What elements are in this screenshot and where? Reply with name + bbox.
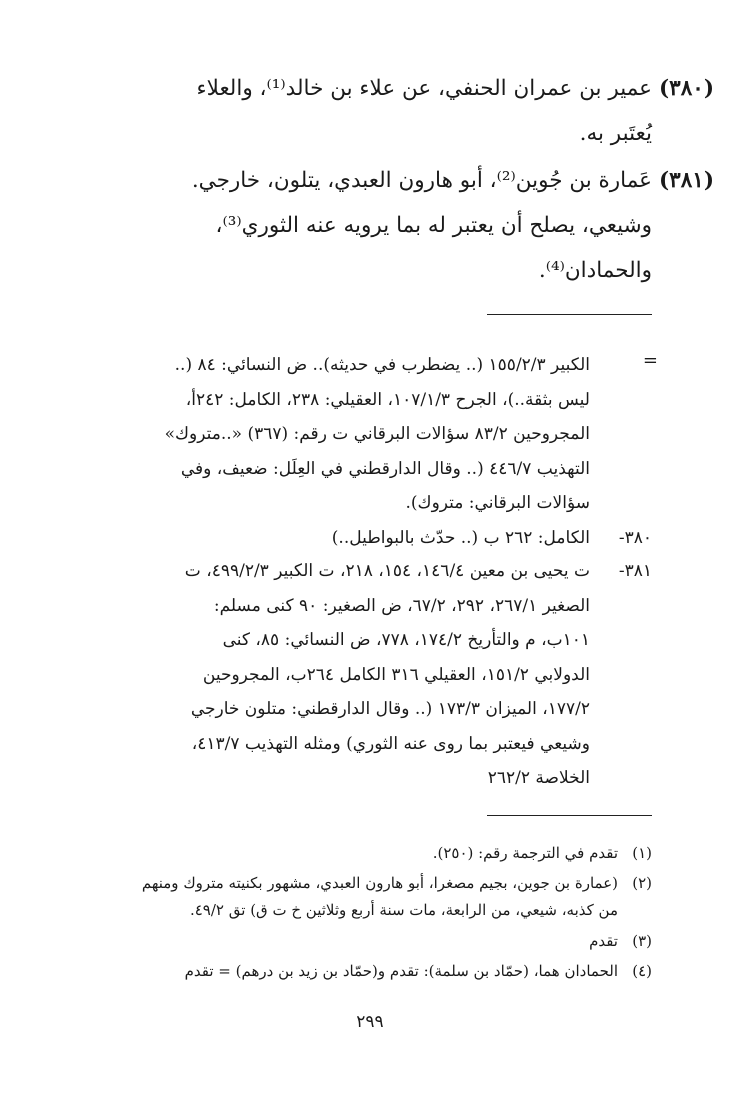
notes-continuation [90, 348, 590, 521]
note-line: ١٧٧/٢، الميزان ١٧٣/٣ (.. وقال الدارقطني: متلون خارجي [190, 699, 590, 719]
footnote-label: (٢) [632, 874, 652, 892]
footnotes-divider [487, 815, 652, 816]
note-line: ت يحيى بن معين ١٤٦/٤، ١٥٤، ٢١٨، ت الكبير ٤٩٩/٢/٣، ت [184, 561, 590, 581]
entry-number: (٣٨١) [658, 168, 714, 193]
note-line: المجروحين ٨٣/٢ سؤالات البرقاني ت رقم: (٣٦٧) «..متروك» [164, 424, 590, 444]
footnote-label: (٣) [632, 932, 652, 950]
footnote-line: تقدم في الترجمة رقم: (٢٥٠). [432, 844, 618, 862]
footnote-line: (عمارة بن جوين، بجيم مصغرا، أبو هارون العبدي، مشهور بكنيته متروك ومنهم [141, 874, 618, 892]
footnote-line: من كذبه، شيعي، من الرابعة، مات سنة أربع وثلاثين خ ت ق) تق ٤٩/٢. [189, 901, 618, 919]
note-line: التهذيب ٤٤٦/٧ (.. وقال الدارقطني في العِلَل: ضعيف، وفي [180, 458, 590, 479]
footnote-label: (٤) [632, 962, 652, 980]
entry-381 [92, 158, 714, 293]
entry-line: يُعتَبر به. [579, 121, 652, 146]
footnote-label: (١) [632, 844, 652, 862]
page-number: ٢٩٩ [356, 1012, 384, 1032]
note-line: الكامل: ٢٦٢ ب (.. حدّث بالبواطيل..) [331, 528, 590, 548]
note-label: ٣٨١- [618, 561, 652, 581]
notes-divider [487, 314, 652, 315]
note-line: الكبير ١٥٥/٢/٣ (.. يضطرب في حديثه).. ض النسائي: ٨٤ (.. [174, 355, 590, 375]
entry-380 [92, 66, 714, 156]
note-line: الدولابي ١٥١/٢، العقيلي ٣١٦ الكامل ٢٦٤ب، المجروحين [202, 664, 590, 685]
entry-line: والحمادان⁽⁴⁾. [538, 258, 652, 283]
note-label: ٣٨٠- [618, 528, 652, 548]
note-line: ليس بثقة..)، الجرح ١٠٧/١/٣، العقيلي: ٢٣٨، الكامل: ٢٤٢أ، [185, 389, 590, 410]
note-line: وشيعي فيعتبر بما روى عنه الثوري) ومثله التهذيب ٤١٣/٧، [191, 733, 590, 754]
note-line: الخلاصة ٢٦٢/٢ [487, 768, 590, 788]
note-line: ١٠١ب، م والتأريخ ١٧٤/٢، ٧٧٨، ض النسائي: ٨٥، كنى [222, 630, 590, 650]
entry-line: عَمارة بن جُوين⁽²⁾، أبو هارون العبدي، يتلون، خارجي. [191, 168, 652, 193]
footnote-line: تقدم [589, 932, 618, 950]
footnote-line: الحمادان هما، (حمّاد بن سلمة): تقدم و(حمّاد بن زيد بن درهم) = تقدم [184, 962, 618, 980]
note-line: سؤالات البرقاني: متروك). [405, 493, 590, 513]
entry-number: (٣٨٠) [658, 76, 714, 101]
continuation-marker: = [642, 350, 658, 371]
entry-line: عمير بن عمران الحنفي، عن علاء بن خالد⁽¹⁾، والعلاء [196, 76, 652, 101]
entry-line: وشيعي، يصلح أن يعتبر له بما يرويه عنه الثوري⁽³⁾، [215, 213, 652, 238]
note-line: الصغير ٢٦٧/١، ٢٩٢، ٦٧/٢، ض الصغير: ٩٠ كنى مسلم: [213, 595, 590, 616]
